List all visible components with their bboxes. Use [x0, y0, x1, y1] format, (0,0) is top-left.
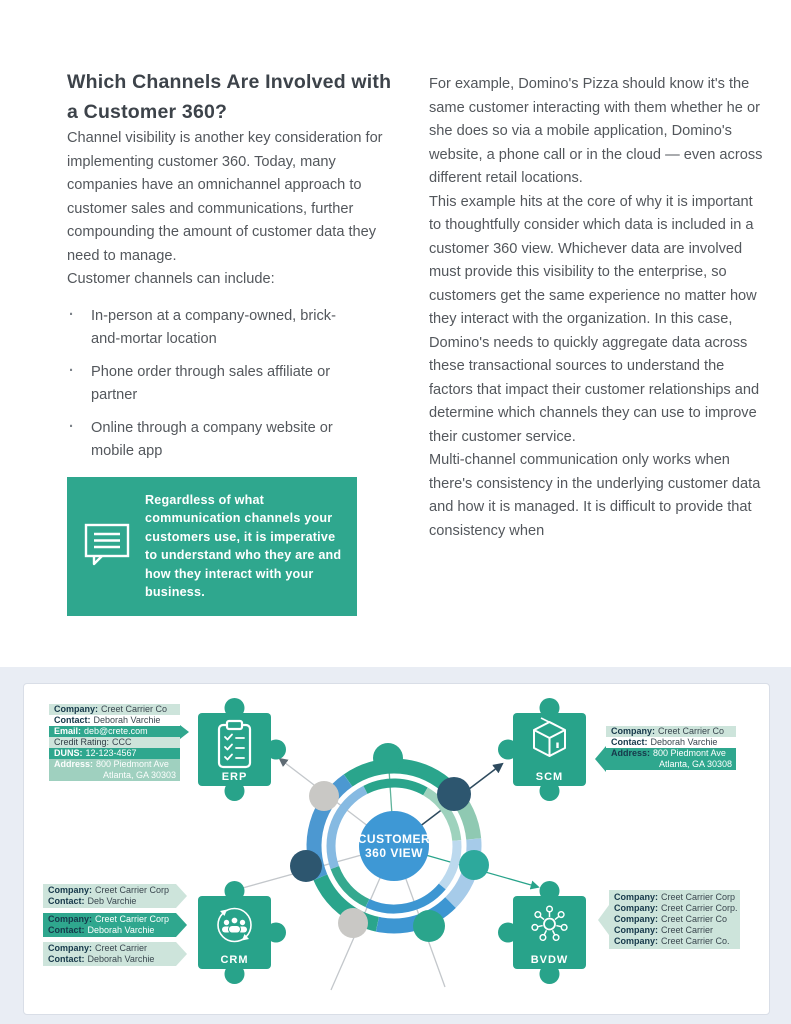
scm-label: SCM — [535, 771, 564, 783]
bullet-icon: · — [69, 418, 74, 435]
list-item-text: In-person at a company-owned, brick-and-mortar location — [91, 307, 336, 347]
speech-bubble-icon — [83, 521, 131, 572]
puzzle-piece-crm — [198, 881, 286, 984]
data-band: Company: Creet Carrier Corp Contact: Deborah Varchie — [43, 913, 176, 937]
data-band: Address: 800 Piedmont Ave Atlanta, GA 30308 — [606, 748, 736, 770]
list-item — [67, 305, 393, 352]
erp-data-labels — [49, 704, 180, 781]
list-intro: Customer channels can include: — [67, 271, 275, 287]
data-band: Company: Creet Carrier Co — [606, 726, 736, 737]
customer-360-diagram-card — [23, 683, 770, 1015]
diagram-section — [0, 667, 791, 1024]
data-band: Company: Creet Carrier Corp Contact: Deb Varchie — [43, 884, 176, 908]
node-top-right — [437, 777, 471, 811]
right-paragraph-1: For example, Domino's Pizza should know it's the same customer interacting with them whether he or she does so via a mobile application, Domino's website, a phone call or in the cloud — even across different retail locations. — [429, 76, 763, 186]
data-band: Address: 800 Piedmont Ave Atlanta, GA 30303 — [49, 759, 180, 781]
node-right — [459, 850, 489, 880]
left-paragraph-1: Channel visibility is another key consideration for implementing customer 360. Today, many companies have an omnichannel approach to customer sales and communications, further compounding the amount of customer data they need to manage. — [67, 130, 383, 264]
callout-text: Regardless of what communication channels your customers use, it is imperative to understand who they are and how they interact with your business. — [145, 492, 342, 599]
data-band: Contact: Deborah Varchie — [49, 715, 180, 726]
callout-box — [67, 477, 357, 616]
data-band: Contact: Deborah Varchie — [606, 737, 736, 748]
bvdw-data-labels — [609, 890, 740, 949]
hub-label-line1: CUSTOMER — [357, 832, 431, 846]
bvdw-label: BVDW — [530, 954, 569, 966]
right-paragraph-3: Multi-channel communication only works when there's consistency in the underlying customer data and how it is managed. It is difficult to provide that consistency when — [429, 452, 761, 539]
node-top-left — [309, 781, 339, 811]
data-band: Company: Creet Carrier Corp Company: Creet Carrier Corp. Company: Creet Carrier Co Company: Creet Carrier Company: Creet Carrier Co. — [609, 890, 740, 949]
left-column — [67, 61, 393, 616]
list-item-text: Phone order through sales affiliate or partner — [91, 363, 331, 403]
node-bottom — [338, 908, 368, 938]
customer-360-hub — [358, 811, 430, 881]
data-band: Company: Creet Carrier Contact: Deborah Varchie — [43, 942, 176, 966]
channel-list — [67, 305, 393, 464]
node-top — [373, 743, 403, 773]
data-band: Email: deb@crete.com — [49, 726, 180, 737]
node-bottom-right — [413, 910, 445, 942]
list-item — [67, 417, 393, 464]
puzzle-piece-bvdw — [498, 881, 586, 984]
right-paragraph-2: This example hits at the core of why it is important to thoughtfully consider which data is included in a customer 360 view. Whichever data are involved must provide this visibility to the enterprise, so customers get the same experience no matter how they interact with the organization. In this case, Domino's needs to quickly aggregate data across these transactional sources to understand the factors that impact their customer relationships and determine which channels they can use to improve their customer service. — [429, 193, 760, 445]
page-title: Which Channels Are Involved with a Customer 360? — [67, 71, 392, 123]
data-band: Credit Rating: CCC — [49, 737, 180, 748]
list-item-text: Online through a company website or mobile app — [91, 419, 333, 459]
hub-label-line2: 360 VIEW — [364, 846, 424, 860]
puzzle-piece-erp — [198, 698, 286, 801]
list-item — [67, 361, 393, 408]
scm-data-labels — [606, 726, 736, 770]
data-band: DUNS: 12-123-4567 — [49, 748, 180, 759]
puzzle-piece-scm — [498, 698, 586, 801]
crm-data-labels — [43, 884, 176, 971]
crm-label: CRM — [220, 954, 249, 966]
data-band: Company: Creet Carrier Co — [49, 704, 180, 715]
right-column — [429, 61, 763, 543]
bullet-icon: · — [69, 362, 74, 379]
node-left — [290, 850, 322, 882]
bullet-icon: · — [69, 306, 74, 323]
erp-label: ERP — [221, 771, 248, 783]
